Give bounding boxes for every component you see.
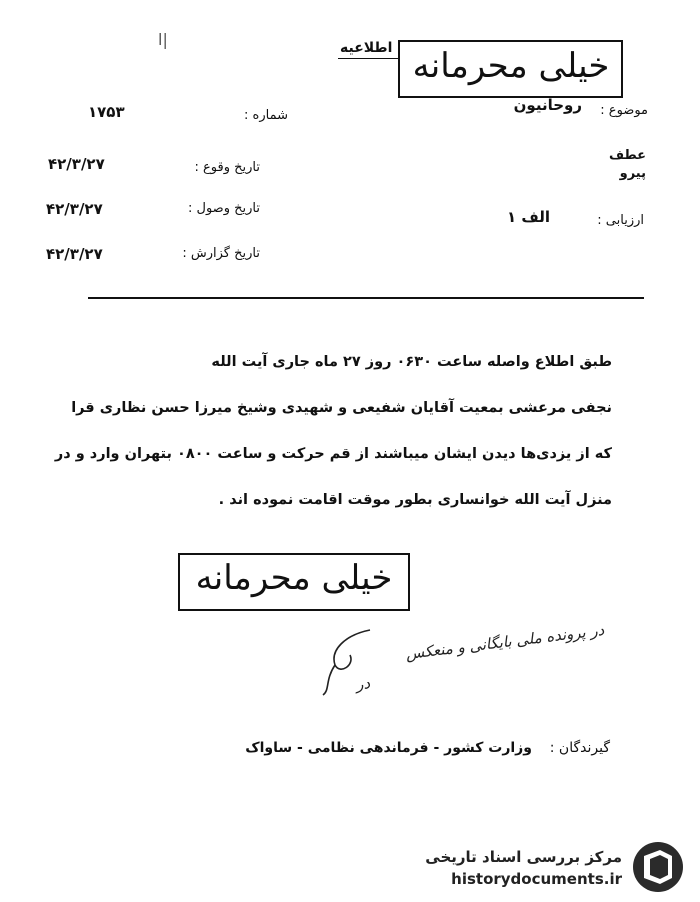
header-divider [88, 297, 644, 299]
middle-classification-stamp: خیلی محرمانه [195, 558, 393, 598]
reference-label: عطف [608, 148, 646, 163]
handwritten-note-line-2: در [355, 674, 372, 694]
recipients-label: گیرندگان : [549, 740, 610, 756]
report-label: تاریخ گزارش : [182, 246, 260, 261]
receipt-label: تاریخ وصول : [188, 201, 260, 216]
evaluation-value: الف ۱ [506, 208, 550, 226]
number-label: شماره : [244, 108, 288, 123]
evaluation-label: ارزیابی : [597, 213, 644, 228]
occurrence-label: تاریخ وقوع : [194, 160, 260, 175]
recipients-value: وزارت کشور - فرماندهی نظامی - ساواک [245, 740, 532, 756]
subject-label: موضوع : [600, 103, 648, 118]
occurrence-value: ۴۲/۳/۲۷ [48, 155, 105, 173]
handwritten-note-line-1: در پرونده ملی بایگانی و منعکس [404, 620, 606, 664]
body-line-1: طبق اطلاع واصله ساعت ۰۶۳۰ روز ۲۷ ماه جاری آیت الله [211, 354, 612, 370]
followup-label: پیرو [619, 166, 646, 181]
top-classification-stamp: خیلی محرمانه [412, 46, 610, 86]
handwritten-scribble [315, 620, 375, 700]
number-value: ۱۷۵۳ [88, 103, 125, 121]
receipt-value: ۴۲/۳/۲۷ [46, 200, 103, 218]
corner-mark: l| [158, 30, 168, 49]
subject-value: روحانیون [513, 96, 582, 114]
watermark-title: مرکز بررسی اسناد تاریخی [425, 848, 622, 866]
report-value: ۴۲/۳/۲۷ [46, 245, 103, 263]
body-line-4: منزل آیت الله خوانساری بطور موقت اقامت نموده اند . [218, 492, 612, 508]
watermark-url: historydocuments.ir [451, 870, 622, 888]
notice-underline [338, 58, 398, 59]
body-line-2: نجفی مرعشی بمعیت آقایان شفیعی و شهیدی وشیخ میرزا حسن نظاری قرا [71, 400, 612, 416]
archive-logo-icon [628, 840, 688, 894]
notice-label: اطلاعیه [340, 40, 393, 56]
body-line-3: که از یزدی‌ها دیدن ایشان میباشند از قم حرکت و ساعت ۰۸۰۰ بتهران وارد و در [54, 446, 612, 462]
recipients-line [245, 740, 610, 756]
